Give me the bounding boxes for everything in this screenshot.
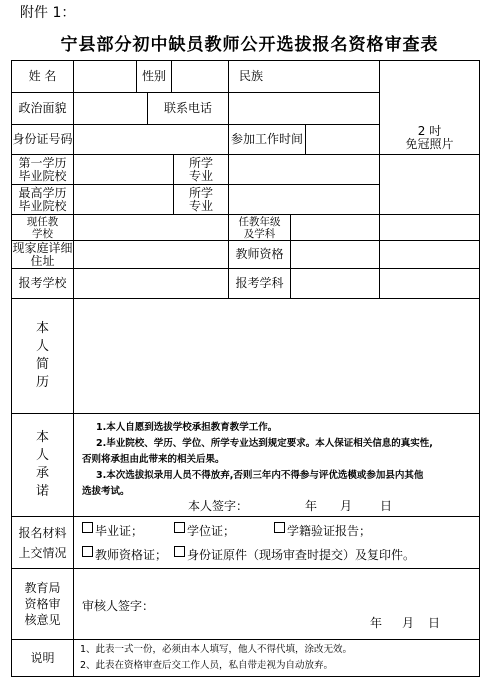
pledge-year: 年 [305, 499, 318, 513]
first-degree-school-field[interactable] [74, 155, 173, 184]
highest-major-label: 所学 专业 [188, 185, 213, 213]
photo-placeholder[interactable] [380, 61, 479, 214]
pledge-item-1: 1.本人自愿到选拔学校承担教育教学工作。 [96, 422, 278, 433]
materials-label: 报名材料 上交情况 [18, 525, 67, 560]
checkbox-icon [82, 522, 93, 533]
pledge-signature-label: 本人签字： [188, 499, 249, 513]
review-day: 日 [428, 616, 441, 630]
home-address-field[interactable] [74, 241, 228, 268]
checkbox-icon [174, 522, 185, 533]
pledge-item-3a: 3.本次选拔拟录用人员不得放弃,否则三年内不得参与评优选模或参加县内其他 [96, 470, 424, 481]
photo-label-type: 免冠照片 [405, 136, 454, 151]
id-card-checkbox[interactable]: 身份证原件（现场审查时提交）及复印件。 [174, 546, 415, 563]
teacher-cert-label: 教师资格 [235, 247, 284, 261]
reviewer-signature-label: 审核人签字： [82, 599, 155, 613]
teacher-cert-field[interactable] [291, 241, 479, 268]
review-month: 月 [402, 616, 415, 630]
review-year: 年 [370, 616, 383, 630]
first-major-field[interactable] [229, 155, 379, 184]
teacher-cert-checkbox[interactable]: 教师资格证； [82, 546, 167, 563]
gender-label: 性别 [141, 69, 166, 83]
checkbox-icon [174, 546, 185, 557]
name-field[interactable] [74, 61, 136, 92]
highest-degree-school-field[interactable] [74, 185, 173, 214]
first-degree-school-label: 第一学历 毕业院校 [18, 155, 67, 183]
ethnicity-label: 民族 [238, 69, 263, 83]
work-start-time-field[interactable] [306, 125, 379, 154]
note-line-1: 1、此表一式一份，必须由本人填写，他人不得代填，涂改无效。 [80, 644, 353, 655]
resume-label: 本 人 简 历 [35, 321, 49, 390]
attachment-label: 附件 1： [20, 5, 76, 21]
work-start-time-label: 参加工作时间 [230, 132, 303, 146]
apply-school-field[interactable] [74, 269, 228, 298]
form-title: 宁县部分初中缺员教师公开选拔报名资格审查表 [60, 35, 439, 55]
graduation-cert-checkbox[interactable]: 毕业证； [82, 522, 143, 539]
pledge-text [82, 420, 474, 500]
grade-subject-field[interactable] [291, 215, 479, 240]
pledge-item-2b: 否则将承担由此带来的相关后果。 [82, 454, 225, 465]
current-school-field[interactable] [74, 215, 228, 240]
pledge-item-2a: 2.毕业院校、学历、学位、所学专业达到规定要求。本人保证相关信息的真实性, [96, 438, 433, 449]
photo-label-size: 2 吋 [417, 123, 442, 138]
pledge-month: 月 [340, 499, 353, 513]
reviewer-signature-field[interactable] [160, 595, 360, 611]
gender-field[interactable] [172, 61, 228, 92]
note-line-2: 2、此表在资格审查后交工作人员，私自带走视为自动放弃。 [80, 660, 334, 671]
political-status-field[interactable] [74, 93, 147, 124]
home-address-label: 现家庭详细 住址 [12, 240, 73, 268]
enrollment-report-checkbox[interactable]: 学籍验证报告； [274, 522, 371, 539]
name-label: 姓 名 [28, 69, 57, 83]
phone-field[interactable] [229, 93, 379, 124]
political-status-label: 政治面貌 [18, 101, 67, 115]
apply-school-label: 报考学校 [18, 276, 67, 290]
checkbox-icon [82, 546, 93, 557]
current-school-label: 现任教 学校 [26, 215, 59, 240]
review-label: 教育局 资格审 核意见 [24, 581, 61, 627]
ethnicity-field[interactable] [274, 61, 379, 92]
id-number-field[interactable] [74, 125, 228, 154]
pledge-label: 本 人 承 诺 [35, 430, 49, 499]
degree-cert-checkbox[interactable]: 学位证； [174, 522, 235, 539]
id-number-label: 身份证号码 [12, 132, 73, 146]
highest-major-field[interactable] [229, 185, 379, 214]
grade-subject-label: 任教年级 及学科 [238, 215, 281, 240]
apply-subject-field[interactable] [291, 269, 479, 298]
resume-field[interactable] [74, 299, 479, 413]
pledge-item-3b: 选拔考试。 [82, 486, 130, 497]
apply-subject-label: 报考学科 [235, 276, 284, 290]
highest-degree-school-label: 最高学历 毕业院校 [18, 185, 67, 213]
pledge-day: 日 [380, 499, 393, 513]
first-major-label: 所学 专业 [188, 155, 213, 183]
notes-label: 说明 [30, 650, 55, 665]
checkbox-icon [274, 522, 285, 533]
phone-label: 联系电话 [163, 101, 212, 115]
